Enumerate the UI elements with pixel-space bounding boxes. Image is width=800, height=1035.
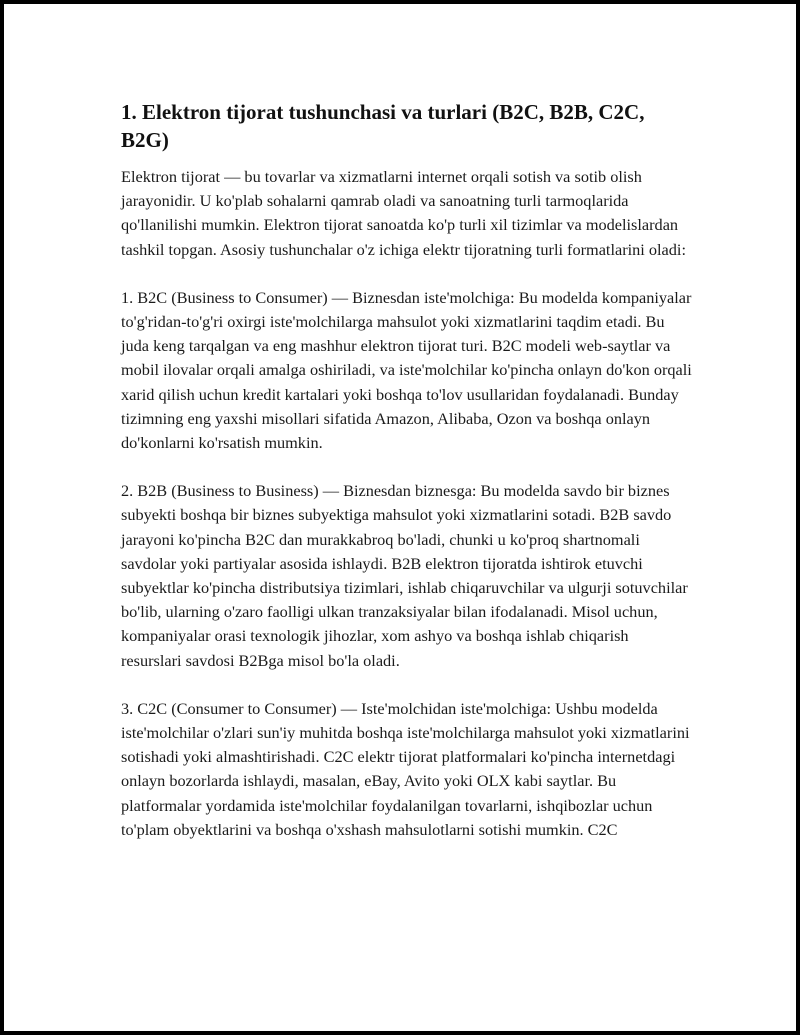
c2c-paragraph: 3. C2C (Consumer to Consumer) — Iste'molchidan iste'molchiga: Ushbu modelda iste'molchilar o'zlari sun'iy muhitda boshqa iste'molchilarga mahsulot yoki xizmatlarini sotishadi yoki almashtirishadi. C2C elektr tijorat platformalari ko'pincha internetdagi onlayn bozorlarda ishlaydi, masalan, eBay, Avito yoki OLX kabi saytlar. Bu platformalar yordamida iste'molchilar foydalanilgan tovarlarni, ishqibozlar uchun to'plam obyektlarini va boshqa o'xshash mahsulotlarni sotishi mumkin. C2C bbox=[121, 698, 690, 839]
section-heading: 1. Elektron tijorat tushunchasi va turlari (B2C, B2B, C2C, B2G) bbox=[121, 100, 645, 152]
document-body bbox=[121, 98, 693, 842]
b2c-paragraph: 1. B2C (Business to Consumer) — Biznesdan iste'molchiga: Bu modelda kompaniyalar to'g'ridan-to'g'ri oxirgi iste'molchilarga mahsulot yoki xizmatlarini taqdim etadi. Bu juda keng tarqalgan va eng mashhur elektron tijorat turi. B2C modeli web-saytlar va mobil ilovalar orqali amalga oshiriladi, va iste'molchilar ko'pincha onlayn do'kon orqali xarid qilish uchun kredit kartalari yoki boshqa to'lov usullaridan foydalanadi. Bunday tizimning eng yaxshi misollari sifatida Amazon, Alibaba, Ozon va boshqa onlayn do'konlarni ko'rsatish mumkin. bbox=[121, 287, 692, 453]
b2b-paragraph: 2. B2B (Business to Business) — Biznesdan biznesga: Bu modelda savdo bir biznes subyekti boshqa bir biznes subyektiga mahsulot yoki xizmatlarini sotadi. B2B savdo jarayoni ko'pincha B2C dan murakkabroq bo'ladi, chunki u ko'proq shartnomali savdolar yoki partiyalar asosida ishlaydi. B2B elektron tijoratda ishtirok etuvchi subyektlar ko'pincha distributsiya tizimlari, ishlab chiqaruvchilar va ulgurji sotuvchilar bo'lib, ularning o'zaro faolligi ulkan tranzaksiyalar bilan ifodalanadi. Misol uchun, kompaniyalar orasi texnologik jihozlar, xom ashyo va boshqa ishlab chiqarish resurslari savdosi B2Bga misol bo'la oladi. bbox=[121, 481, 688, 670]
intro-paragraph: Elektron tijorat — bu tovarlar va xizmatlarni internet orqali sotish va sotib olish jarayonidir. U ko'plab sohalarni qamrab oladi va sanoatning turli tarmoqlarida qo'llanilishi mumkin. Elektron tijorat sanoatda ko'p turli xil tizimlar va modelislardan tashkil topgan. Asosiy tushunchalar o'z ichiga elektr tijoratning turli formatlarini oladi: bbox=[121, 167, 686, 259]
